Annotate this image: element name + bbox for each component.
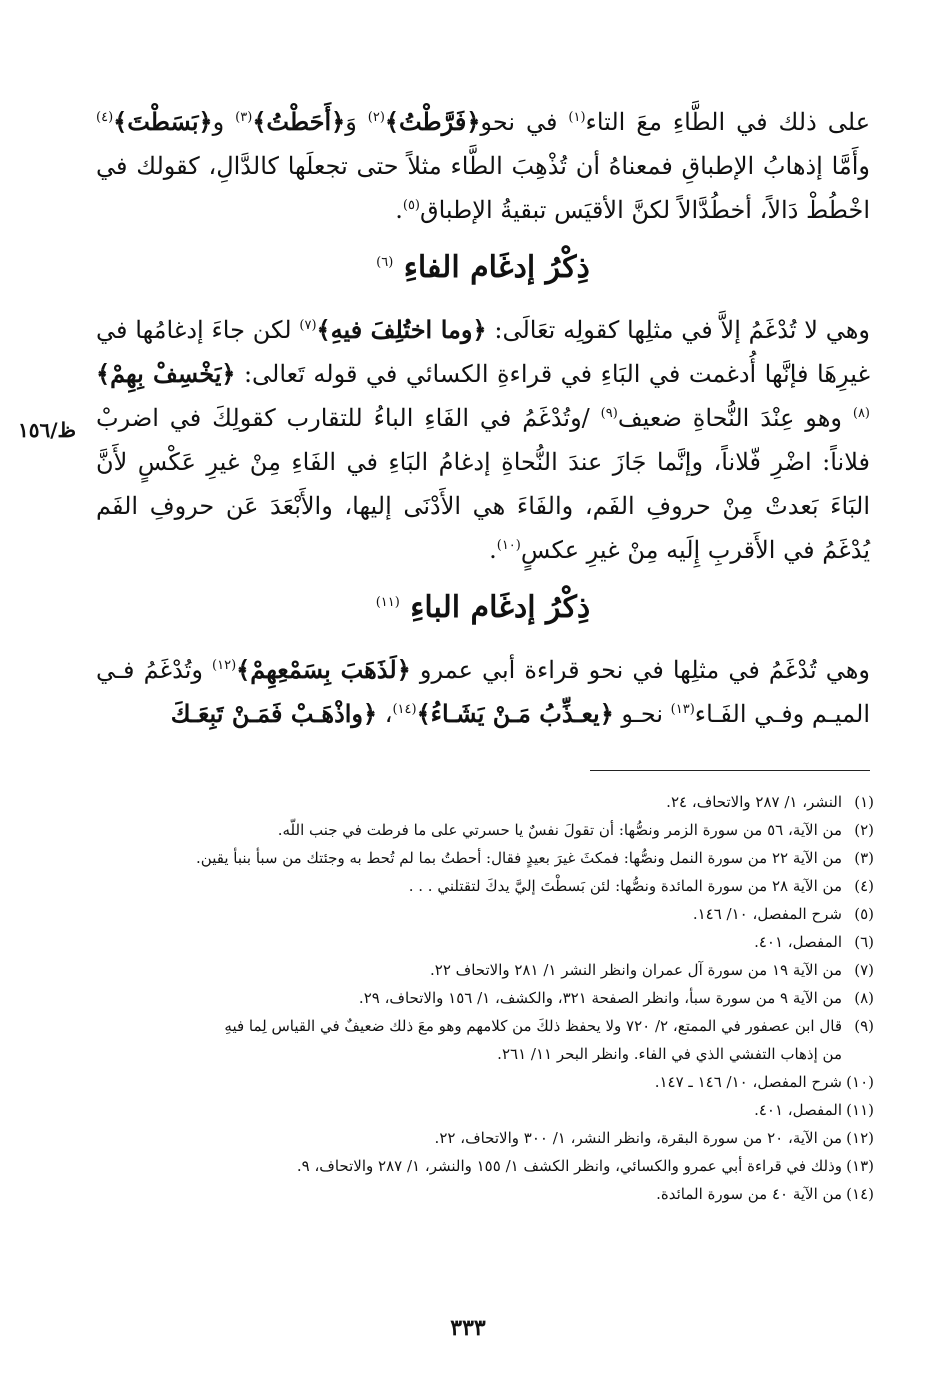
footnotes <box>90 788 874 1208</box>
section-heading-ba: ذِكْرُ إدغَام الباءِ $^{(١١)}$ <box>375 590 591 625</box>
footnote-ref[interactable]: (١٣) <box>670 702 695 717</box>
footnote-ref[interactable]: (٨) <box>852 406 870 421</box>
footnote-12: (١٢)من الآية، ٢٠ من سورة البقرة، وانظر النشر، ١/ ٣٠٠ والاتحاف، ٢٢. <box>434 1129 874 1147</box>
footnote-3: (٣)من الآية ٢٢ من سورة النمل ونصُّها: فمكثَ غيرَ بعيدٍ فقال: أحطتُ بما لم تُحط به وجئتك من سبأ بنبأ يقين. <box>196 849 874 867</box>
footnote-ref[interactable]: (٢) <box>367 110 385 125</box>
footnote-4: (٤)من الآية ٢٨ من سورة المائدة ونصُّها: لئن بَسطْتَ إليَّ يدكَ لتقتلني . . . <box>408 877 874 895</box>
footnote-ref[interactable]: (١) <box>568 110 586 125</box>
quran-quote: ﴿واذْهَـبْ فَمَـنْ تَبِعَـكَ <box>170 699 378 728</box>
footnote-ref[interactable]: (٥) <box>402 198 420 213</box>
footnote-8: (٨)من الآية ٩ من سورة سبأ، وانظر الصفحة ٣٢١، والكشف، ١/ ١٥٦ والاتحاف، ٢٩. <box>358 989 874 1007</box>
footnote-divider <box>590 770 870 771</box>
quran-quote: ﴿يعـذِّبُ مَـنْ يَشَـاءُ﴾ <box>416 699 614 728</box>
footnote-ref[interactable]: (١٤) <box>392 702 417 717</box>
footnote-ref[interactable]: (٤) <box>96 110 114 125</box>
quran-quote: ﴿يَخْسِفْ بِهِمْ﴾ <box>96 359 236 388</box>
footnote-ref[interactable]: (١١) <box>375 595 400 610</box>
quran-quote: ﴿وما اختُلِفَ فيهِ﴾ <box>316 315 487 344</box>
footnote-ref[interactable]: (٩) <box>600 406 618 421</box>
quran-quote: ﴿بَسَطْتَ﴾ <box>113 107 213 136</box>
section-heading-fa: ذِكْرُ إدغَام الفاءِ $^{(٦)}$ <box>376 250 590 285</box>
footnote-14: (١٤)من الآية ٤٠ من سورة المائدة. <box>656 1185 874 1203</box>
footnote-10: (١٠)شرح المفصل، ١٠/ ١٤٦ ـ ١٤٧. <box>654 1073 874 1091</box>
footnote-2: (٢)من الآية، ٥٦ من سورة الزمر ونصُّها: أن تقولَ نفسٌ يا حسرتي على ما فرطت في جنب اللّه. <box>277 821 874 839</box>
footnote-ref[interactable]: (١٠) <box>496 538 521 553</box>
footnote-11: (١١)المفصل، ٤٠١. <box>754 1101 874 1119</box>
footnote-7: (٧)من الآية ١٩ من سورة آل عمران وانظر النشر ١/ ٢٨١ والاتحاف ٢٢. <box>429 961 874 979</box>
footnote-5: (٥)شرح المفصل، ١٠/ ١٤٦. <box>692 905 874 923</box>
paragraph-1: على ذلك في الطَّاءِ معَ التاء$^{(١)}$ في نحو﴿فَرَّطْتُ﴾$^{(٢)}$ وَ﴿أَحَطْتُ﴾$^{(٣)}$ و﴿بَسَطْتَ﴾$^{(٤)}$ وأَمَّا إذهابُ الإطباقِ فمعناهُ أن تُذْهِبَ الطَّاء مثلاً حتى تجعلَها كالدَّالِ، كقولك في اخْطُطْ دَالاً، أخطُدَّالاً لكنَّ الأقيَس تبقيةُ الإطباق$^{(٥)}$. <box>96 107 871 224</box>
footnote-ref[interactable]: (٧) <box>299 318 317 333</box>
footnote-9: (٩)قال ابن عصفور في الممتع، ٢/ ٧٢٠ ولا يحفظ ذلكَ من كلامهم وهو معَ ذلك ضعيفٌ في القياس لِما فيهِ من إذهاب التفشي الذي في الفاء. وانظر البحر ١١/ ٢٦١. <box>224 1017 874 1063</box>
footnote-1: (١)النشر، ١/ ٢٨٧ والاتحاف، ٢٤. <box>666 793 874 811</box>
paragraph-3: وهي تُدْغَمُ في مثلِها في نحو قراءة أبي عمرو ﴿لَذَهَبَ بِسَمْعِهِمْ﴾$^{(١٢)}$ وتُدْغَمُ فـي الميـم وفـي الفَـاء$^{(١٣)}$ نحـو ﴿يعـذِّبُ مَـنْ يَشَـاءُ﴾$^{(١٤)}$، ﴿واذْهَـبْ فَمَـنْ تَبِعَـكَ <box>96 655 870 728</box>
footnote-ref[interactable]: (٣) <box>235 110 253 125</box>
footnote-6: (٦)المفصل، ٤٠١. <box>754 933 874 951</box>
footnote-ref[interactable]: (٦) <box>376 255 394 270</box>
quran-quote: ﴿أَحَطْتُ﴾ <box>252 107 346 136</box>
main-text <box>96 100 870 736</box>
manuscript-folio-marker: ظ/١٥٦ <box>18 418 77 442</box>
footnote-13: (١٣)وذلك في قراءة أبي عمرو والكسائي، وانظر الكشف ١/ ١٥٥ والنشر، ١/ ٢٨٧ والاتحاف، ٩. <box>296 1157 874 1175</box>
page-number: ٣٣٣ <box>450 1315 486 1341</box>
quran-quote: ﴿فَرَّطْتُ﴾ <box>384 107 481 136</box>
paragraph-2: وهي لا تُدْغَمُ إلاَّ في مثلِها كقولِه تعَالَى: ﴿وما اختُلِفَ فيهِ﴾$^{(٧)}$ لكن جاءَ إدغامُها في غيرِهَا فإنَّها أُدغمت في البَاءِ في قراءةِ الكسائي في قوله تَعالى: ﴿يَخْسِفْ بِهِمْ﴾$^{(٨)}$ وهو عِنْدَ النُّحاةِ ضعيف$^{(٩)}$ /وتُدْغَمُ في الفَاءِ الباءُ للتقارب كقولِكَ في اضربْ فلاناً: اضْرِ فّلاناً، وإنَّما جَازَ عندَ النُّحاةِ إدغامُ البَاءِ في الفَاءِ مِنْ غيرِ عَكْسٍ لأَنَّ البَاءَ بَعدتْ مِنْ حروفِ الفَم، والفَاءَ هي الأَدْنَى إليها، والأَبْعَدَ عَن حروفِ الفَم يُدْغَمُ في الأَقربِ إِلَيه مِنْ غيرِ عكسٍ$^{(١٠)}$. <box>96 315 871 564</box>
quran-quote: ﴿لَذَهَبَ بِسَمْعِهِمْ﴾ <box>236 655 411 684</box>
footnote-ref[interactable]: (١٢) <box>212 658 237 673</box>
